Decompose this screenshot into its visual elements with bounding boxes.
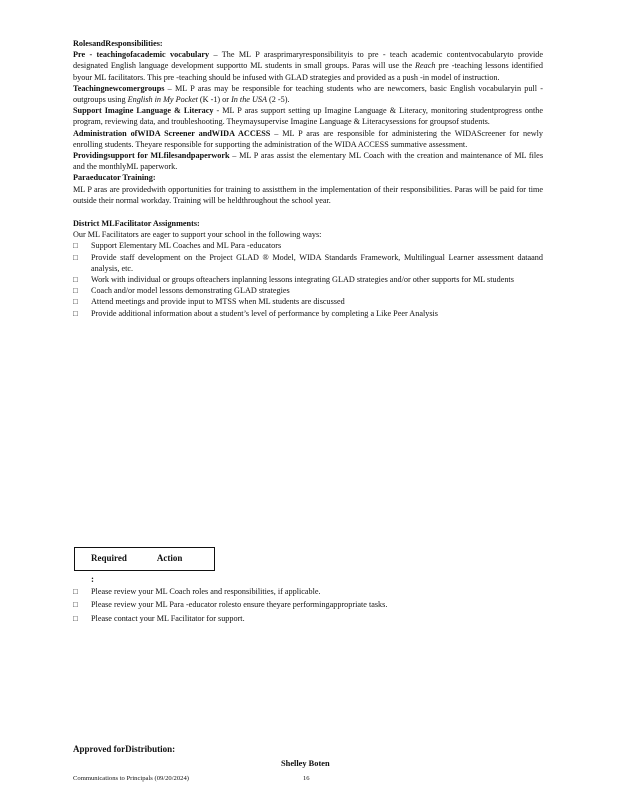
- in-the-usa-book-title: In the USA: [231, 95, 267, 105]
- newcomer-section: [73, 83, 543, 105]
- preteaching-text: – The ML P arasprimaryresponsibilityis to pre - teach academic contentvocabularyto provide designated English language development supportto ML students in small groups. Paras will use the: [73, 50, 543, 71]
- action-item: □ Please contact your ML Facilitator for support.: [73, 612, 543, 625]
- district-section: [73, 218, 543, 319]
- reach-book-title: Reach: [415, 61, 436, 71]
- roles-heading: RolesandResponsibilities:: [73, 39, 163, 48]
- training-title: Paraeducator Training:: [73, 173, 156, 183]
- newcomer-title: Teachingnewcomergroups: [73, 83, 165, 93]
- action-item: □ Please review your ML Coach roles and responsibilities, if applicable.: [73, 585, 543, 598]
- training-text: ML P aras are providedwith opportunities for training to assistthem in the implementation of their responsibilities. Paras will be paid for time outside their normal workday. Training will be heldthroughout the school year.: [73, 184, 543, 205]
- district-title: District MLFacilitator Assignments:: [73, 219, 200, 229]
- district-list-item: □ Support Elementary ML Coaches and ML Para -educators: [73, 240, 543, 251]
- document-body: [73, 38, 543, 319]
- imagine-section: [73, 105, 543, 127]
- paperwork-text: – ML P aras assist the elementary ML Coach with the creation and maintenance of ML files and the monthlyML paperwork.: [73, 151, 544, 172]
- paperwork-section: [73, 150, 543, 172]
- newcomer-text-3: (2 -5).: [267, 95, 290, 105]
- wida-section: [73, 128, 543, 150]
- action-item: □ Please review your ML Para -educator rolesto ensure theyare performingappropriate tasks.: [73, 598, 543, 611]
- imagine-text: - ML P aras support setting up Imagine Language & Literacy, monitoring studentprogress onthe program, reviewing data, and troubleshooting. Theymaysupervise Imagine Language & Literacysessions for groupsof students.: [73, 106, 543, 127]
- newcomer-text-2: (K -1) or: [197, 95, 232, 105]
- newcomer-text: – ML P aras may be responsible for teaching students who are newcomers, basic English vocabularyin pull -outgroups using: [73, 83, 543, 105]
- paperwork-title: Providingsupport for MLfilesandpaperwork: [73, 151, 230, 161]
- preteaching-section: [73, 49, 543, 83]
- approved-label: Approved forDistribution:: [73, 744, 176, 754]
- district-list-item: □ Provide additional information about a student’s level of performance by completing a Like Peer Analysis: [73, 308, 543, 319]
- footer-text: Communications to Principals (09/20/2024): [73, 775, 189, 782]
- english-pocket-book-title: English in My Pocket: [127, 95, 198, 105]
- required-action-label: Required: [91, 553, 127, 563]
- district-list-item: □ Work with individual or groups ofteachers inplanning lessons integrating GLAD strategies and/or other supports for ML students: [73, 274, 543, 285]
- wida-text: – ML P aras are responsible for administering the WIDAScreener for newly enrolling students. Theyare responsible for supporting the administration of the WIDA ACCESS summative assessment.: [73, 128, 543, 149]
- wida-title: Administration ofWIDA Screener andWIDA ACCESS: [73, 128, 271, 138]
- preteaching-title: Pre - teachingofacademic vocabulary: [73, 50, 210, 60]
- required-action-box: [74, 547, 215, 584]
- signer-name: Shelley Boten: [281, 759, 330, 768]
- district-list-item: □ Attend meetings and provide input to MTSS when ML students are discussed: [73, 296, 543, 307]
- preteaching-text-2: pre -teaching lessons identified byour ML facilitators. This pre -teaching should be infused with GLAD strategies and provided as a push -in model of instruction.: [73, 61, 543, 82]
- required-action-label-2: Action: [156, 553, 183, 563]
- imagine-title: Support Imagine Language & Literacy: [73, 106, 214, 116]
- district-list-item: □ Provide staff development on the Project GLAD ® Model, WIDA Standards Framework, Multilingual Learner assessment dataand analysis, etc.: [73, 252, 543, 274]
- required-action-colon: :: [91, 574, 94, 584]
- district-list-item: □ Coach and/or model lessons demonstrating GLAD strategies: [73, 285, 543, 296]
- training-section: [73, 172, 543, 206]
- action-items-list: [73, 585, 543, 625]
- page-footer: [73, 775, 543, 782]
- page-number: 16: [303, 775, 310, 782]
- district-intro: Our ML Facilitators are eager to support your school in the following ways:: [73, 230, 322, 240]
